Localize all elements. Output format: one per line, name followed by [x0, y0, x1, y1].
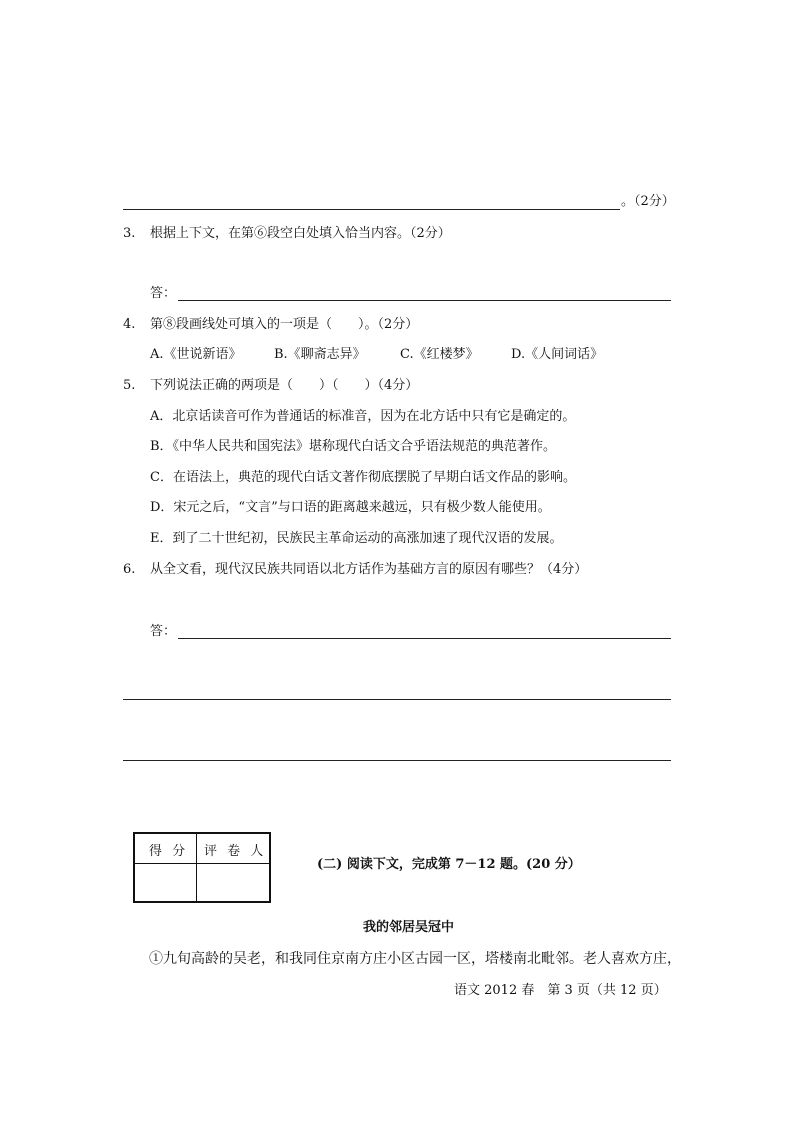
q5-number: 5. [123, 378, 136, 393]
q5-text: 下列说法正确的两项是（ ）（ ）（4分） [150, 378, 419, 393]
section-heading: (二) 阅读下文，完成第 7－12 题。(20 分） [317, 857, 581, 872]
q5-option-b: B．《中华人民共和国宪法》堪称现代白话文合乎语法规范的典范著作。 [150, 439, 557, 454]
score-cell[interactable] [135, 864, 195, 902]
score-header: 得 分 [149, 844, 189, 859]
q3-text: 根据上下文，在第⑥段空白处填入恰当内容。（2分） [150, 226, 451, 241]
q5-option-d: D．宋元之后，“文言”与口语的距离越来越远，只有极少数人能使用。 [150, 500, 551, 515]
q5-option-e: E．到了二十世纪初，民族民主革命运动的高涨加速了现代汉语的发展。 [150, 531, 563, 546]
q6-answer-label: 答： [150, 624, 177, 639]
q2-answer-line [123, 209, 620, 210]
q6-answer-line-1[interactable] [178, 638, 671, 639]
q4-option-c: C.《红楼梦》 [400, 347, 479, 362]
q5-option-c: C．在语法上，典范的现代白话文著作彻底摆脱了早期白话文作品的影响。 [150, 470, 576, 485]
q3-number: 3. [123, 226, 136, 241]
q4-option-d: D.《人间词话》 [511, 347, 604, 362]
q6-text: 从全文看，现代汉民族共同语以北方话作为基础方言的原因有哪些？（4分） [150, 562, 588, 577]
page-footer: 语文 2012 春 第 3 页（共 12 页） [454, 983, 667, 998]
grader-header: 评 卷 人 [204, 844, 267, 859]
q2-score-tail: 。（2分） [621, 194, 675, 209]
q6-number: 6. [123, 562, 136, 577]
article-paragraph-1: ①九旬高龄的吴老，和我同住京南方庄小区古园一区，塔楼南北毗邻。老人喜欢方庄， [149, 951, 681, 967]
q5-option-a: A．北京话读音可作为普通话的标准音，因为在北方话中只有它是确定的。 [150, 409, 576, 424]
q3-answer-line[interactable] [178, 300, 671, 301]
q3-answer-label: 答： [150, 286, 177, 301]
q4-text: 第⑧段画线处可填入的一项是（ ）。（2分） [150, 317, 419, 332]
grader-cell[interactable] [197, 864, 269, 902]
q4-option-b: B.《聊斋志异》 [274, 347, 366, 362]
q6-answer-line-3[interactable] [123, 760, 671, 761]
score-table [133, 832, 271, 903]
q4-option-a: A.《世说新语》 [150, 347, 242, 362]
q4-number: 4. [123, 317, 136, 332]
article-title: 我的邻居吴冠中 [363, 920, 455, 935]
q6-answer-line-2[interactable] [123, 699, 671, 700]
